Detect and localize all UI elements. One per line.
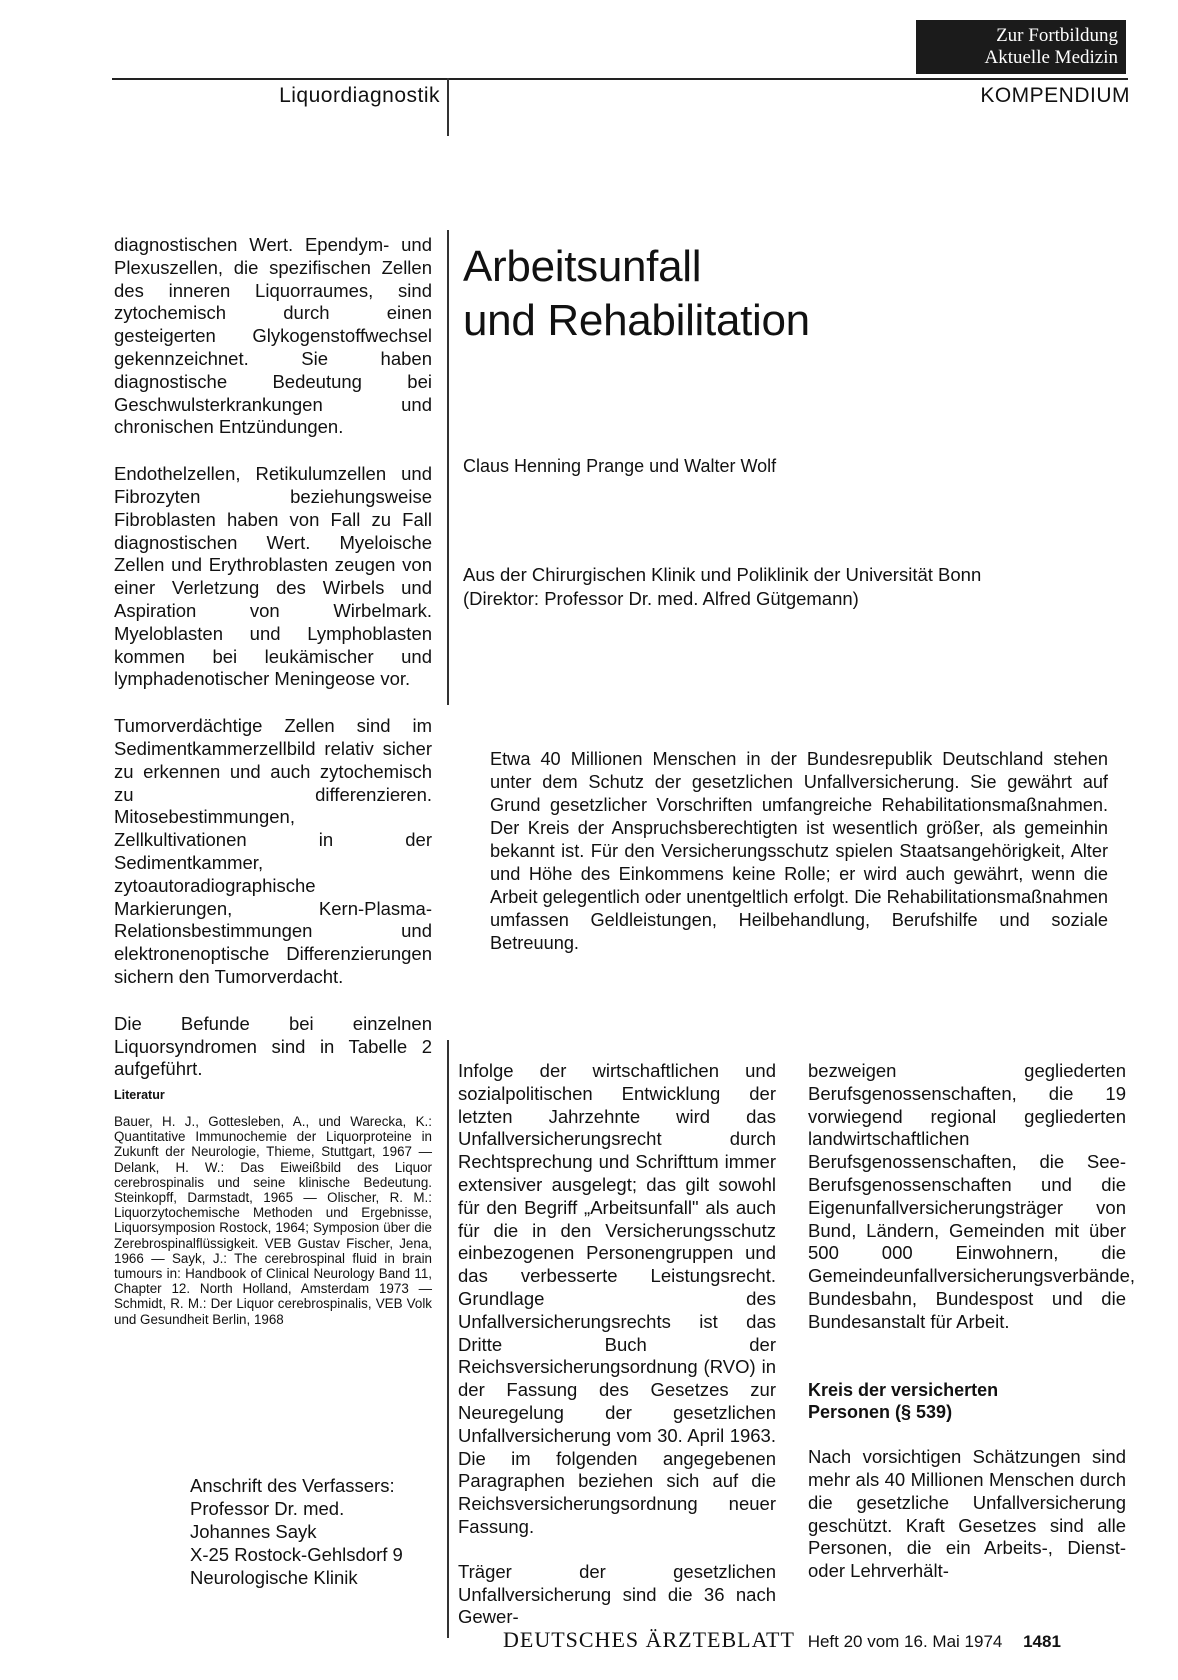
section-badge: [916, 20, 1126, 74]
badge-line-1: Zur Fortbildung: [996, 25, 1118, 46]
left-continuation-text: [114, 234, 432, 1081]
article-col2-paragraph-2: Nach vorsichtigen Schätzungen sind mehr als 40 Millionen Menschen durch die gesetzliche Unfallversicherung geschützt. Kraft Gesetzes sind alle Personen, die ein Arbeits-, Dienst- oder Lehrverhält-: [808, 1446, 1126, 1582]
left-paragraph-3: Tumorverdächtige Zellen sind im Sedimentkammerzellbild relativ sicher zu erkennen und auch zytochemisch zu differenzieren. Mitosebestimmungen, Zellkultivationen in der Sedimentkammer, zytoautoradiographische Markierungen, Kern-Plasma-Relationsbestimmungen und elektronenoptische Differenzierungen sichern den Tumorverdacht.: [114, 715, 432, 987]
article-col2-paragraph-1: bezweigen gegliederten Berufsgenossenschaften, die 19 vorwiegend regional gegliederten landwirtschaftlichen Berufsgenossenschaften, die See-Berufsgenossenschaften und die Eigenunfallversicherungsträger von Bund, Ländern, Gemeinden mit über 500 000 Einwohnern, die Gemeindeunfallversicherungsverbände, Bundesbahn, Bundespost und die Bundesanstalt für Arbeit.: [808, 1060, 1136, 1332]
article-title: [463, 240, 810, 348]
column-divider-lower: [447, 1040, 449, 1638]
article-abstract: Etwa 40 Millionen Menschen in der Bundesrepublik Deutschland stehen unter dem Schutz der gesetzlichen Unfallversicherung. Sie gewährt auf Grund gesetzlicher Vorschriften umfangreiche Rehabilitationsmaßnahmen. Der Kreis der Anspruchsberechtigten ist wesentlich größer, als gemeinhin bekannt ist. Für den Versicherungsschutz spielen Staatsangehörigkeit, Alter und Höhe des Einkommens keine Rolle; er wird auch gewährt, wenn die Arbeit gelegentlich oder unentgeltlich erfolgt. Die Rehabilitationsmaßnahmen umfassen Geldleistungen, Heilbehandlung, Berufshilfe und soziale Betreuung.: [490, 749, 1108, 953]
page-number: 1481: [1023, 1632, 1061, 1651]
header-rule-left: [112, 78, 447, 80]
address-line-2: Professor Dr. med.: [190, 1498, 345, 1519]
article-col1-paragraph-2: Träger der gesetzlichen Unfallversicherung sind die 36 nach Gewer-: [458, 1560, 776, 1628]
column-divider-upper: [447, 230, 449, 705]
address-line-3: Johannes Sayk: [190, 1521, 317, 1542]
left-paragraph-4: Die Befunde bei einzelnen Liquorsyndromen sind in Tabelle 2 aufgeführt.: [114, 1012, 432, 1080]
article-title-line-1: Arbeitsunfall: [463, 242, 702, 291]
article-title-line-2: und Rehabilitation: [463, 296, 810, 345]
literature-heading: Literatur: [114, 1088, 165, 1102]
issue-info: Heft 20 vom 16. Mai 1974: [807, 1632, 1003, 1651]
literature-list: Bauer, H. J., Gottesleben, A., und Warecka, K.: Quantitative Immunochemie der Liquorproteine in Zukunft der Neurologie, Thieme, Stuttgart, 1967 — Delank, H. W.: Das Eiweißbild des Liquor cerebrospinalis und seine klinische Bedeutung. Steinkopff, Darmstadt, 1965 — Olischer, R. M.: Liquorzytochemische Methoden und Ergebnisse, Liquorsymposion Rostock, 1964; Symposion über die Zerebrospinalflüssigkeit. VEB Gustav Fischer, Jena, 1966 — Sayk, J.: The cerebrospinal fluid in brain tumours in: Handbook of Clinical Neurology Band 11, Chapter 12. North Holland, Amsterdam 1973 — Schmidt, R. M.: Der Liquor cerebrospinalis, VEB Volk und Gesundheit Berlin, 1968: [114, 1114, 432, 1327]
subheading-line-2: Personen (§ 539): [808, 1402, 953, 1423]
article-col1-paragraph-1: Infolge der wirtschaftlichen und sozialpolitischen Entwicklung der letzten Jahrzehnte wird das Unfallversicherungsrecht durch Rechtsprechung und Schrifttum immer extensiver ausgelegt; das gilt sowohl für den Begriff „Arbeitsunfall" als auch für die in den Versicherungsschutz einbezogenen Personengruppen und das verbesserte Leistungsrecht. Grundlage des Unfallversicherungsrechts ist das Dritte Buch der Reichsversicherungsordnung (RVO) in der Fassung des Gesetzes zur Neuregelung der gesetzlichen Unfallversicherung vom 30. April 1963. Die im folgenden angegebenen Paragraphen beziehen sich auf die Reichsversicherungsordnung neuer Fassung.: [458, 1060, 776, 1537]
header-rule-right: [449, 78, 1128, 80]
article-column-2: [808, 1060, 1136, 1583]
section-title-left: Liquordiagnostik: [279, 84, 440, 107]
address-line-5: Neurologische Klinik: [190, 1567, 358, 1588]
affiliation-line-2: (Direktor: Professor Dr. med. Alfred Gütgemann): [463, 588, 859, 609]
header-divider: [447, 78, 449, 136]
badge-line-2: Aktuelle Medizin: [984, 47, 1118, 68]
left-paragraph-2: Endothelzellen, Retikulumzellen und Fibrozyten beziehungsweise Fibroblasten haben von Fall zu Fall diagnostischen Wert. Myeloische Zellen und Erythroblasten zeugen von einer Verletzung des Wirbels und Aspiration von Wirbelmark. Myeloblasten und Lymphoblasten kommen bei leukämischer und lymphadenotischer Meningeose vor.: [114, 463, 432, 690]
page-footer: [503, 1627, 1128, 1653]
section-title-right: KOMPENDIUM: [980, 84, 1130, 107]
article-subheading: [808, 1379, 1126, 1425]
affiliation-line-1: Aus der Chirurgischen Klinik und Poliklinik der Universität Bonn: [463, 564, 982, 585]
journal-name: DEUTSCHES ÄRZTEBLATT: [503, 1627, 795, 1652]
author-address: [190, 1474, 440, 1589]
left-paragraph-1: diagnostischen Wert. Ependym- und Plexuszellen, die spezifischen Zellen des inneren Liquorraumes, sind zytochemisch durch einen gesteigerten Glykogenstoffwechsel gekennzeichnet. Sie haben diagnostische Bedeutung bei Geschwulsterkrankungen und chronischen Entzündungen.: [114, 234, 432, 438]
article-affiliation: [463, 563, 981, 611]
address-line-1: Anschrift des Verfassers:: [190, 1475, 395, 1496]
subheading-line-1: Kreis der versicherten: [808, 1379, 999, 1400]
article-authors: Claus Henning Prange und Walter Wolf: [463, 456, 777, 476]
address-line-4: X-25 Rostock-Gehlsdorf 9: [190, 1544, 403, 1565]
article-column-1: [458, 1060, 776, 1629]
